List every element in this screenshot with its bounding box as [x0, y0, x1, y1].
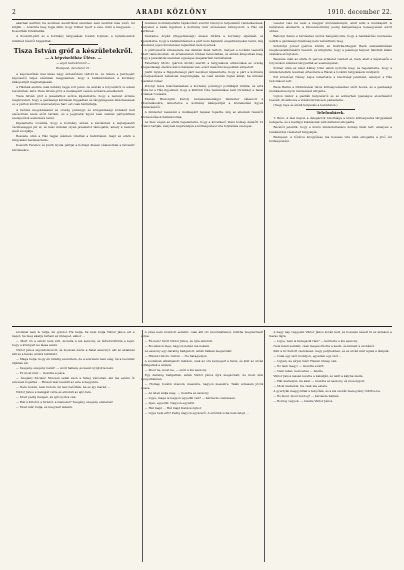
paragraph: Kossuth Ferencz és Justh Gyula pártjai a holnapi ülésen válaszolnak a felvetett kérdésekre. [12, 143, 135, 152]
column-divider [264, 21, 265, 323]
column-divider [142, 330, 143, 562]
paragraph: Szabados Árpád (függetlenségi) élesen bírálta a kormány eljárását, és kijelentette, hogy a bankkérdésben a párt nem hajlandó engedményeket tenni, míg a nemzet jogos követelései teljesítést nem nyernek. [140, 34, 264, 47]
column-3 [269, 21, 392, 323]
paragraph: Tisza István gróf a javaslathoz szólva kijelentette, hogy a nemzet érdeke megköveteli, hogy a gazdasági kérdések higgadtan és tárgyilagosan intéztessenek el, a pártok közötti szenvedélyes harc ezt csak hátráltatja. [12, 94, 135, 107]
paragraph: A Kossuth-párt és a kormány tárgyalásai tovább folynak, a nyilatkozatok mindkét részről higgadtak. [12, 34, 135, 43]
article-closing [12, 143, 135, 151]
paragraph: Beszéde után a Ház tagjai élénken vitatták a hallottakat, majd az elnök a tárgyalást berekesztette. [12, 134, 135, 143]
feuilleton-rule [12, 326, 392, 327]
paragraph: Polónyi Géza felszólalásában a kormány pénzügyi politikáját bírálta, és arra hívta fel a Ház figyelmét, hogy a külföldi tőke beáramlása nem történhet a hazai érdekek rovására. [140, 83, 264, 96]
section-separator [49, 44, 98, 45]
paragraph: — Mert ön a szívét nem érti, mondta a kis asszony, és félrefordította a fejét, hogy a könnyeit ne lássa senki. [12, 339, 135, 348]
paragraph: Buza Barna a földmívelési tárca költségvetéséhez szólt hozzá, és a gazdasági munkásviszonyok rendezését sürgette. [269, 84, 392, 93]
article-dateline: Budapest, december 21. [56, 66, 91, 71]
paragraph: — Hát maradjon, ha akar — mondta az asszony, és mosolygott. [273, 378, 366, 383]
paragraph: akarnak kerülni; ha azonban Ausztriával szemben nem leszünk más védő, mi kötjük ... Ausztria meg fogja látni, hogy többet nyert a vele, mint a kiegyezés ... Kossuthék fölvállalták. [12, 21, 135, 34]
paragraph: — Ez nem megy! — mondta a férfi. [273, 364, 325, 368]
top-columns [12, 21, 392, 323]
paragraph: — Nem lehet, nem lehet — felelte. [273, 368, 324, 373]
paragraph: vezetet vele fel nem a magyar közvéleményét, amit adni a munkapárt is kénytelen elismerni, a Khuen-kormány pedig hallgatólagos beleegyezést adott ehhez. [269, 21, 392, 34]
article-body [141, 21, 264, 128]
telegraph-body [269, 116, 392, 143]
paragraph: Kint a hó hullott csendesen, nagy pelyhekben, és az utcán már égtek a lámpák. [273, 349, 390, 354]
story-text [141, 330, 264, 415]
paragraph: — Nem tudom, nem tudom, mi lesz belőlünk, ha ez így marad ... [16, 385, 111, 390]
paragraph: Nem felelt semmit, csak megszorította a kezét, és kiment a szobából. [273, 344, 375, 349]
paragraph: Bécsből jelentik, hogy a közös minisztertanács holnap ülést tart, amelyen a bankkérdés részleteit tárgyalják. [269, 125, 392, 134]
paragraph: A páva nem mondott semmit, csak állt ott mozdulatlanul, mintha megdermedt volna. [140, 330, 264, 339]
paragraph: Beszéde után az elnök öt perces szünetet rendelt el, mely alatt a képviselők a folyosókon élénken tárgyalták az eseményeket. [269, 56, 392, 66]
paragraph: — Csak egy szót mondjon, egyetlen egy szót ... [273, 354, 342, 359]
paragraph: Az asszony egy darabig hallgatott, aztán halkan megszólalt: [144, 349, 233, 354]
header-rule [12, 19, 392, 20]
paragraph: — Ugye, maga is nagyon egyedül van? — kérdezte csendesen. [144, 396, 236, 401]
paragraph: Viktor János elgondolkozott, és hosszan nézte a fiatal asszonyt, aki az ablaknál állt és a havas utcára tekintett. [12, 348, 135, 357]
paragraph: (Nagy taps és élénk helyeslés a baloldalon.) [273, 102, 338, 107]
paragraph: Ezt követően Návay Lajos ismertette a bizottsági jelentést, amelyet a Ház tudomásul vett. [269, 75, 392, 84]
paragraph: Justh Gyula a függetlenségi párt nevében kijelentette, hogy a párt a kormány előterjesztéseit behatóan megvizsgálja, és csak azután foglal állást, ha minden részletet ismer. [140, 70, 264, 83]
paragraph: T. Bécs: A mai napon a delegációk bizottsága a közös költségvetés tárgyalását befejezte, és a hadügyi kiadásokat változatlanul elfogadta. [269, 116, 392, 125]
paragraph: — Most már tudja, és meg kell tanulni. [16, 405, 73, 410]
paragraph: — Szegény, szegény barát! — szólt halkan, és kezét nyújtotta neki. [16, 366, 114, 371]
paragraph: Ezután Hieronymi Károly kereskedelemügyi miniszter válaszolt a felszólalásokra, ismertetve a kormány álláspontját a közlekedési ügyek rendezéséről. [140, 97, 264, 110]
paragraph: — Szegény fiúcska! Nincsen senki azon a hideg városban, aki ma estére őt szívesen fogadná ... Hiszen már leszállt az este a hegyekre. [12, 376, 135, 385]
paragraph: — Igen, egyedül. Nagyon egyedül. [144, 401, 195, 406]
paragraph: Budapest: A főváros közgyűlése ma hosszas vita után elfogadta a jövő évi költségvetést. [269, 134, 392, 143]
column-divider [264, 330, 265, 562]
paragraph: Viktor János a kalapját vette és elindult az ajtó felé. [16, 390, 92, 395]
paragraph: — Most pedig menjen, az ajtó nyitva van. [16, 395, 77, 400]
subhead-note: — saját tudósítónktól — [56, 61, 91, 66]
masthead-title: ARADI KÖZLÖNY [136, 8, 208, 16]
story-column-3 [269, 330, 392, 562]
story-text [269, 330, 392, 403]
paragraph: — Hiszen tudom, tudom ... Ne haragudjon. [144, 354, 208, 359]
feuilleton-columns [12, 330, 392, 562]
telegraph-heading: Telefonhírek. [316, 110, 345, 116]
article-body [269, 21, 392, 107]
paragraph: szombat nem is tudja, mi gondol. Ha tudja, ha nem tudja Viktor János ezt a napot, ha meg akarja tartani az ünnepet, akkor ... [12, 330, 135, 339]
story-column-2 [141, 330, 264, 562]
paragraph: Szterényi József (párton kívüli) az Osztrák-Magyar Bank szabadalmának meghosszabbításáról beszélt, és kifejtette, hogy a jelenlegi helyzet mindkét állam számára előnytelen. [269, 43, 392, 56]
paragraph: — Én nem! Szólt Viktor János, és újra elindult. [144, 339, 213, 344]
paragraph: Az ülés végén az elnök bejelentette, hogy a következő ülést holnap délelőtt 10 órakor tartják, melynek napirendjén a költségvetési vita folytatása szerepel. [140, 119, 264, 128]
column-2 [141, 21, 264, 323]
paragraph: Ugron Gábor a gazdák helyzetéről és az adóterhek igazságos elosztásáról beszélt, hivatkozva a vidéki birtokosok panaszaira. [269, 93, 392, 102]
paragraph: — Hát majd ... Hát majd Karácsonykor. [144, 406, 202, 411]
paragraph: A gyertyák meggyúltak a fenyőfán, és a kis szobát meleg fény töltötte be. [273, 388, 381, 393]
paragraph: — Ugye, nem is haragszik rám? — kérdezte a kis asszony. [273, 339, 358, 344]
paragraph: A képviselőház mai ülése nagy érdeklődést váltott ki. Az ülésre a Justh-párt képviselői teljes számban megjelentek, hogy a bankkérdésben a kormány álláspontját meghallgassák. [12, 71, 135, 84]
paragraph: A nagy nap reggelén Viktor János korán kelt, és hosszan nézett ki az ablakon a havas tájra. [269, 330, 392, 339]
paragraph: — Ez most már ... mondta a páva. [16, 371, 66, 376]
column-divider [142, 21, 143, 323]
lead-text [12, 21, 135, 43]
paragraph: — Most maradok. De csak ma estére. [273, 383, 329, 388]
story-text [12, 330, 135, 409]
paragraph: A szobában elhallgatott minden, csak az óra ketyegett a falon, és kint az utcán csilingeltek a szánok. [140, 359, 264, 368]
page-number: 2 [12, 8, 17, 16]
paragraph: — Most ne, most ne, — szólt a kis asszony. [144, 368, 207, 373]
paragraph: A kérdés megoldásánál az ország pénzügyi és közgazdasági érdekeit kell elsősorban szem előtt tartani, és a jegybank ügyét nem szabad pártpolitikai szempontok eszközévé tenni. [12, 107, 135, 120]
paragraph: Kijelentette továbbá, hogy a kormány ebben a kérdésben a legteljesebb őszinteséggel jár el, és kész minden olyan javaslatot támogatni, amely a nemzet javát szolgálja. [12, 120, 135, 134]
paragraph: — Ugye nem érti? Pedig nagyon egyszerű. A szívünk soha nem felejt ... [144, 411, 249, 416]
paragraph: — Maga tudja, hogy én mindig szerettem, de a szerelem nem elég, ha a becsület útjában áll. [12, 357, 135, 366]
paragraph: Egy darabig hallgattak, aztán Viktor János újra megszólalt, de most már nyugodtabban. [140, 373, 264, 382]
story-column-1 [12, 330, 135, 562]
page-header [12, 6, 392, 18]
column-1 [12, 21, 135, 323]
paragraph: — Boldog vagyok, — felelte Viktor János. [273, 398, 334, 403]
paragraph: — Az isten áldja meg, — mondta az asszony. [144, 391, 210, 396]
issue-date: 1910. december 22. [327, 8, 392, 16]
paragraph: — Ugyan, ne sírjon már! Hiszen ünnep van. [273, 359, 338, 364]
paragraph: — Hát a Kristóf, a Kristóf, a Demeter? Szegény, szegény emberek! [16, 400, 114, 405]
paragraph: — Bocsásson meg, nagyon nehéz ma nekem. [144, 344, 211, 349]
paragraph: A miniszter beszédét a munkapárt tapssal fogadta, míg az ellenzék részéről közbeszólások hallatszottak. [140, 110, 264, 119]
paragraph: Bakonyi Samu a kérdéshez szólva hangsúlyozta, hogy a bankkérdés rendezése nélkül a gazdasági önállóság nem valósítható meg. [269, 34, 392, 43]
paragraph: — Holnap tovább utazom, messzire, nagyon messzire. Talán sohasem jövök vissza. [140, 382, 264, 391]
paragraph: A Háznak eleinte csak néhány tagja volt jelen, de azután a folyosókról is sokan betódultak, mire Tisza István gróf, a munkapárt vezére szólásra emelkedett. [12, 84, 135, 94]
article-body [12, 72, 135, 143]
paragraph: — És most, most boldog? — kérdezte halkan. [273, 393, 340, 398]
paragraph: Szünet után az ülést Kállay Ubul elnök nyitotta meg, és bejelentette, hogy a miniszterelnök levélben értesítette a Házat a további tárgyalások módjáról. [269, 66, 392, 75]
paragraph: rendelet kormányelnöki tájékoztató szerint bizonyos terjedelmű rendelkezések, melyeket a bank ügyében a kormány már előzetesen kidolgozott, a Ház elé kerülnek. [140, 21, 264, 34]
article-subhead: — A képviselőház Ülése. — [45, 55, 102, 61]
paragraph: A pártvezetők értekezlete ma délután ülést tartott, melyen a további teendők felett tanácskoztak. Az értekezleten többen felszólaltak, és abban állapodtak meg, hogy a javaslattal szemben egységes magatartást tanúsítanak. [140, 47, 264, 61]
article-headline: Tisza István gróf a készületekről. [13, 47, 133, 56]
paragraph: Esterházy Móric (párton kívüli) szerint a tárgyalások elhúzódása az ország közgazdasági életére káros hatással van, ezért mielőbbi megoldást sürgetett. [140, 61, 264, 70]
paragraph: Viktor János lassan levette a kabátját, és leült a kályha mellé. [273, 373, 364, 378]
